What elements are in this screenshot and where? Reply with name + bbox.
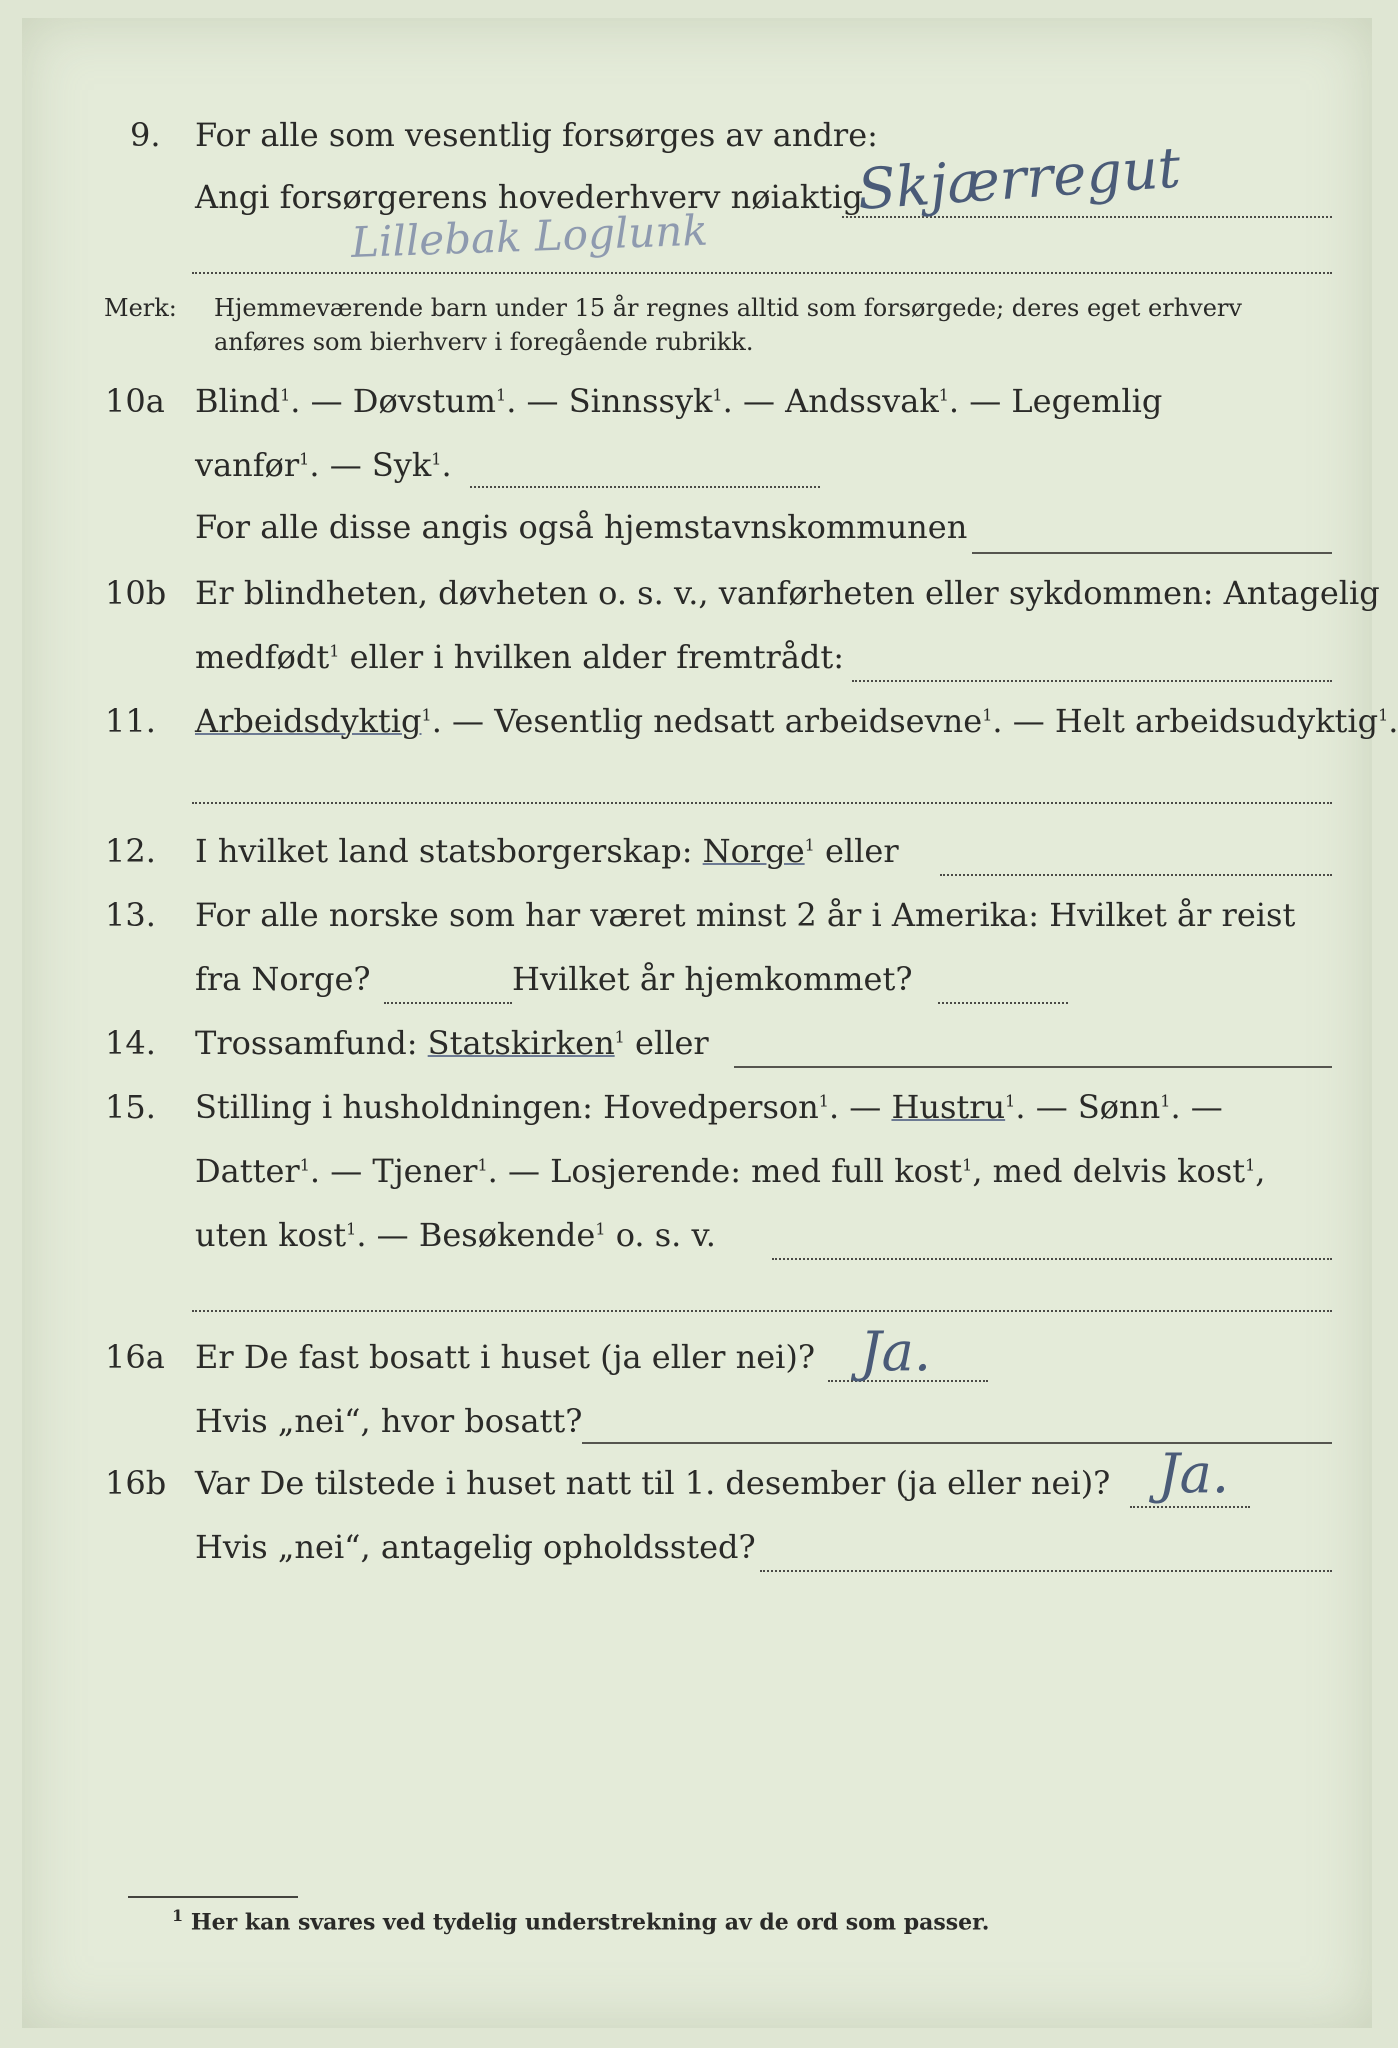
footnote-rule [128, 1896, 298, 1898]
item-number: 10b [105, 574, 167, 612]
item-number: 12. [105, 832, 156, 870]
note-text: anføres som bierhverv i foregående rubrikk. [214, 328, 754, 356]
answer-line [192, 272, 1332, 274]
question-text: Er blindheten, døvheten o. s. v., vanførheten eller sykdommen: Antagelig [195, 574, 1380, 612]
handwritten-answer-16b: Ja. [1158, 1442, 1230, 1505]
answer-line [734, 1066, 1332, 1068]
question-text: Arbeidsdyktig$^1$. — Vesentlig nedsatt arbeidsevne$^1$. — Helt arbeidsudyktig$^1$. [195, 702, 1398, 740]
answer-line [940, 874, 1332, 876]
question-text: For alle som vesentlig forsørges av andre: [195, 116, 878, 154]
answer-line [192, 802, 1332, 804]
answer-line [938, 1002, 1068, 1004]
question-text: Hvilket år hjemkommet? [512, 960, 913, 998]
question-text: vanfør$^1$. — Syk$^1$. [195, 446, 452, 484]
question-text: Datter$^1$. — Tjener$^1$. — Losjerende: med full kost$^1$, med delvis kost$^1$, [195, 1152, 1266, 1190]
census-form-page [22, 18, 1398, 2028]
question-text: medfødt$^1$ eller i hvilken alder fremtrådt: [195, 638, 845, 676]
item-number: 10a [105, 382, 165, 420]
answer-line [192, 1310, 1332, 1312]
question-text: Hvis „nei“, antagelig opholdssted? [195, 1528, 756, 1566]
note-label: Merk: [104, 294, 177, 322]
answer-line [852, 680, 1332, 682]
item-number: 16a [105, 1338, 165, 1376]
item-number: 14. [105, 1024, 156, 1062]
handwritten-answer-16a: Ja. [860, 1320, 932, 1383]
item-number: 16b [105, 1464, 167, 1502]
answer-line [470, 486, 820, 488]
question-text: Er De fast bosatt i huset (ja eller nei)? [195, 1338, 816, 1376]
answer-line [972, 552, 1332, 554]
note-text: Hjemmeværende barn under 15 år regnes alltid som forsørgede; deres eget erhverv [214, 294, 1242, 322]
question-text: Blind$^1$. — Døvstum$^1$. — Sinnssyk$^1$. — Andssvak$^1$. — Legemlig [195, 382, 1163, 420]
question-text: uten kost$^1$. — Besøkende$^1$ o. s. v. [195, 1216, 716, 1254]
question-text: For alle disse angis også hjemstavnskommunen [195, 508, 968, 546]
answer-line [760, 1570, 1332, 1572]
question-text: Trossamfund: Statskirken$^1$ eller [195, 1024, 709, 1062]
answer-line [772, 1258, 1332, 1260]
item-number: 9. [130, 116, 161, 154]
footnote: $^1$ Her kan svares ved tydelig understrekning av de ord som passer. [172, 1906, 990, 1936]
item-number: 13. [105, 896, 156, 934]
question-text: Var De tilstede i huset natt til 1. desember (ja eller nei)? [195, 1464, 1111, 1502]
item-number: 15. [105, 1088, 156, 1126]
question-text: For alle norske som har været minst 2 år i Amerika: Hvilket år reist [195, 896, 1296, 934]
answer-line [1130, 1506, 1250, 1508]
answer-line [384, 1002, 512, 1004]
question-text: I hvilket land statsborgerskap: Norge$^1$ eller [195, 832, 899, 870]
question-text: Angi forsørgerens hovederhverv nøiaktig [195, 178, 863, 216]
item-number: 11. [105, 702, 156, 740]
question-text: Hvis „nei“, hvor bosatt? [195, 1402, 583, 1440]
handwritten-answer-9: Skjærregut [855, 135, 1183, 223]
question-text: Stilling i husholdningen: Hovedperson$^1$. — Hustru$^1$. — Sønn$^1$. — [195, 1088, 1223, 1126]
handwritten-answer-9-faded: Lillebak Loglunk [350, 205, 709, 267]
question-text: fra Norge? [195, 960, 371, 998]
